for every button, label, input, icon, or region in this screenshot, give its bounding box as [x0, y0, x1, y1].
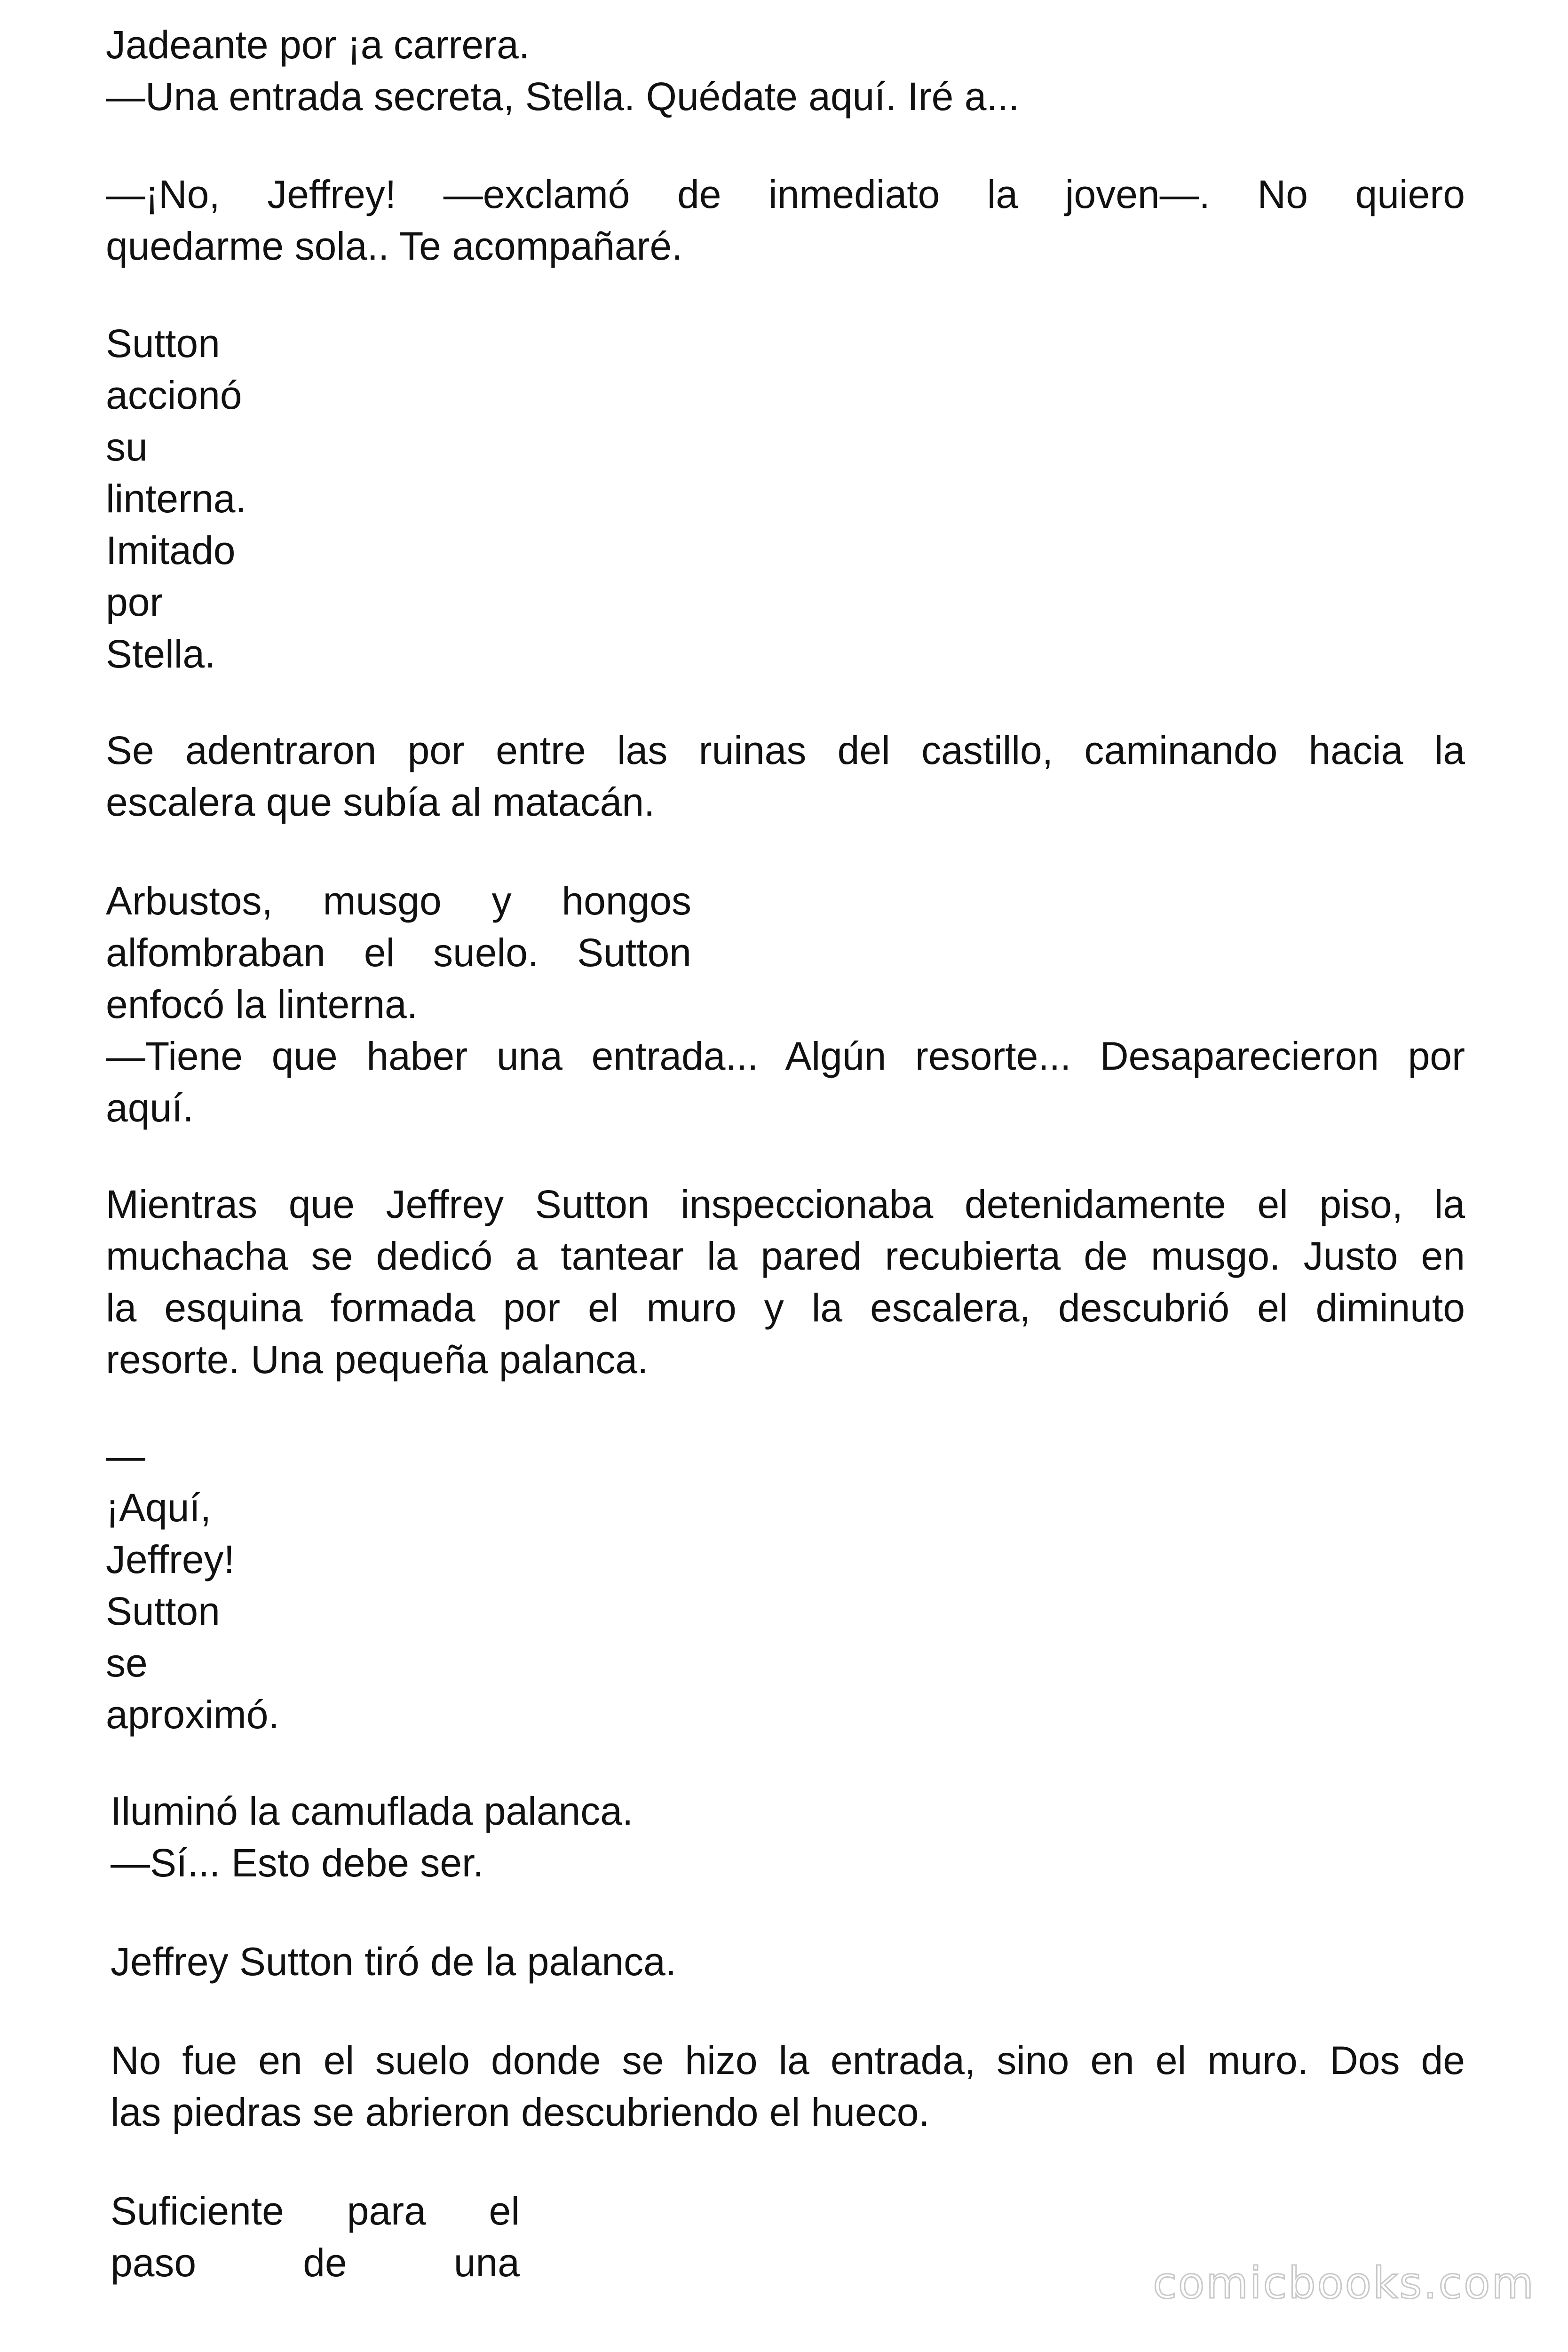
text-line: escalera que subía al matacán.	[106, 780, 655, 824]
text-line: —Una entrada secreta, Stella. Quédate aquí. Iré a...	[106, 74, 1020, 119]
text-line: Jeffrey!	[106, 1537, 235, 1581]
text-line: —	[106, 1434, 145, 1478]
paragraph-8	[111, 1785, 1465, 1889]
paragraph-10	[111, 2034, 1465, 2138]
text-line: —Tiene que haber una entrada... Algún resorte... Desaparecieron por	[106, 1034, 1465, 1078]
text-line: la esquina formada por el muro y la escalera, descubrió el diminuto	[106, 1286, 1465, 1330]
text-line: enfocó la linterna.	[106, 982, 418, 1026]
text-line: Sutton	[106, 321, 220, 366]
watermark-logo: comicbooks.com	[1153, 2258, 1535, 2308]
text-line: resorte. Una pequeña palanca.	[106, 1337, 649, 1382]
paragraph-4	[106, 724, 1465, 828]
text-line: alfombraban el suelo. Sutton	[106, 930, 691, 975]
text-line: se	[106, 1641, 148, 1685]
paragraph-2	[106, 168, 1465, 272]
text-line: Imitado	[106, 528, 236, 572]
text-line: aquí.	[106, 1086, 194, 1130]
text-line: No fue en el suelo donde se hizo la entrada, sino en el muro. Dos de	[111, 2038, 1465, 2082]
paragraph-7	[106, 1430, 529, 1740]
text-line: muchacha se dedicó a tantear la pared recubierta de musgo. Justo en	[106, 1234, 1465, 1278]
text-line: Jadeante por ¡a carrera.	[106, 23, 530, 67]
text-line: Arbustos, musgo y hongos	[106, 879, 691, 923]
paragraph-1	[106, 19, 1465, 122]
text-line: Suficiente para el	[111, 2189, 520, 2233]
text-line: —Sí... Esto debe ser.	[111, 1841, 484, 1885]
text-line: linterna.	[106, 477, 246, 521]
text-line: paso de una	[111, 2241, 520, 2285]
text-line: Stella.	[106, 632, 216, 676]
paragraph-3	[106, 318, 529, 680]
text-line: accionó	[106, 373, 242, 417]
text-line: Sutton	[106, 1589, 220, 1633]
text-line: las piedras se abrieron descubriendo el hueco.	[111, 2090, 930, 2134]
text-line: quedarme sola.. Te acompañaré.	[106, 224, 683, 268]
paragraph-6	[106, 1178, 1465, 1385]
text-line: aproximó.	[106, 1692, 279, 1737]
text-line: ¡Aquí,	[106, 1486, 212, 1530]
text-line: su	[106, 425, 148, 469]
paragraph-5	[106, 875, 1465, 1134]
text-line: —¡No, Jeffrey! —exclamó de inmediato la joven—. No quiero	[106, 172, 1465, 216]
text-line: Jeffrey Sutton tiró de la palanca.	[111, 1939, 677, 1984]
text-line: por	[106, 580, 163, 624]
text-line: Iluminó la camuflada palanca.	[111, 1789, 634, 1833]
paragraph-9	[111, 1936, 1465, 1987]
text-line: Mientras que Jeffrey Sutton inspeccionaba detenidamente el piso, la	[106, 1182, 1465, 1226]
text-line: Se adentraron por entre las ruinas del castillo, caminando hacia la	[106, 728, 1465, 772]
